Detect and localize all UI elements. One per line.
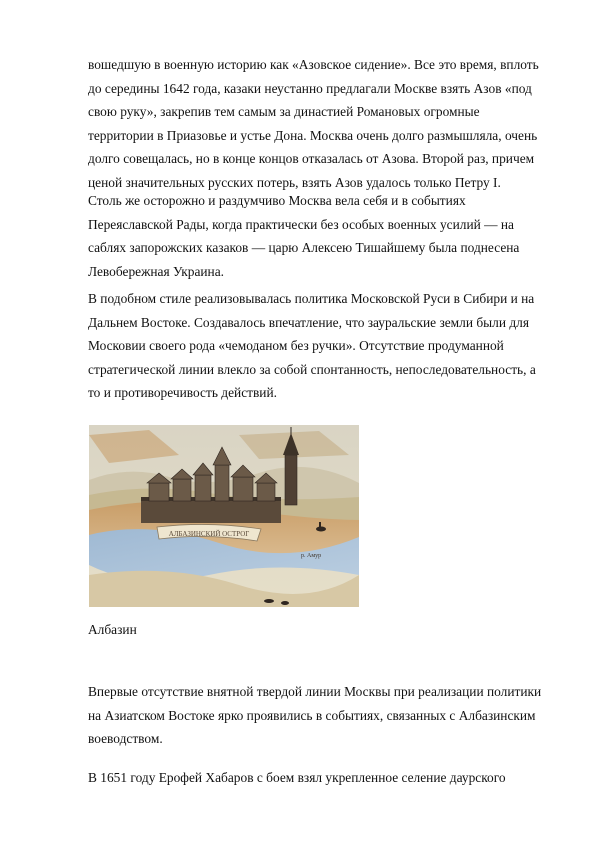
paragraph	[88, 287, 536, 405]
text-line: Московии своего рода «чемоданом без ручки». Отсутствие продуманной	[88, 338, 504, 353]
text-line: вошедшую в военную историю как «Азовское сидение». Все это время, вплоть	[88, 57, 539, 72]
figure-caption: Албазин	[88, 622, 137, 637]
text-line: до середины 1642 года, казаки неустанно предлагали Москве взять Азов «под	[88, 80, 532, 96]
text-line: Столь же осторожно и раздумчиво Москва вела себя и в событиях	[88, 193, 466, 208]
text-line: стратегической линии влекло за собой спонтанность, непоследовательность, а	[88, 361, 536, 377]
text-line: Левобережная Украина.	[88, 263, 225, 279]
paragraph	[88, 766, 528, 790]
banner-label: АЛБАЗИНСКИЙ ОСТРОГ	[168, 530, 250, 538]
text-line: свою руку», закрепив тем самым за династией Романовых огромные	[88, 104, 480, 119]
text-line: Переяславской Рады, когда практически без особых военных усилий — на	[88, 216, 514, 232]
text-line: ценой значительных русских потерь, взять Азов удалось только Петру I.	[88, 174, 501, 190]
text-line: то и противоречивость действий.	[88, 385, 277, 400]
paragraph	[88, 53, 539, 194]
text-line: В 1651 году Ерофей Хабаров с боем взял укрепленное селение даурского	[88, 770, 506, 785]
text-line: Впервые отсутствие внятной твердой линии Москвы при реализации политики	[88, 684, 542, 699]
text-line: на Азиатском Востоке ярко проявились в событиях, связанных с Албазинским	[88, 707, 536, 723]
river-label: р. Амур	[301, 553, 322, 559]
painting-illustration	[89, 425, 359, 607]
albazin-painting	[89, 425, 359, 607]
text-line: воеводством.	[88, 731, 163, 746]
text-line: территории в Приазовье и устье Дона. Москва очень долго размышляла, очень	[88, 127, 538, 143]
text-line: долго совещалась, но в конце концов отказалась от Азова. Второй раз, причем	[88, 151, 535, 166]
text-line: саблях запорожских казаков — царю Алексею Тишайшему была поднесена	[88, 240, 520, 255]
text-line: В подобном стиле реализовывалась политика Московской Руси в Сибири и на	[88, 291, 535, 306]
paragraph	[88, 680, 542, 751]
paragraph	[88, 189, 528, 283]
text-line: Дальнем Востоке. Создавалось впечатление, что зауральские земли были для	[88, 314, 530, 330]
